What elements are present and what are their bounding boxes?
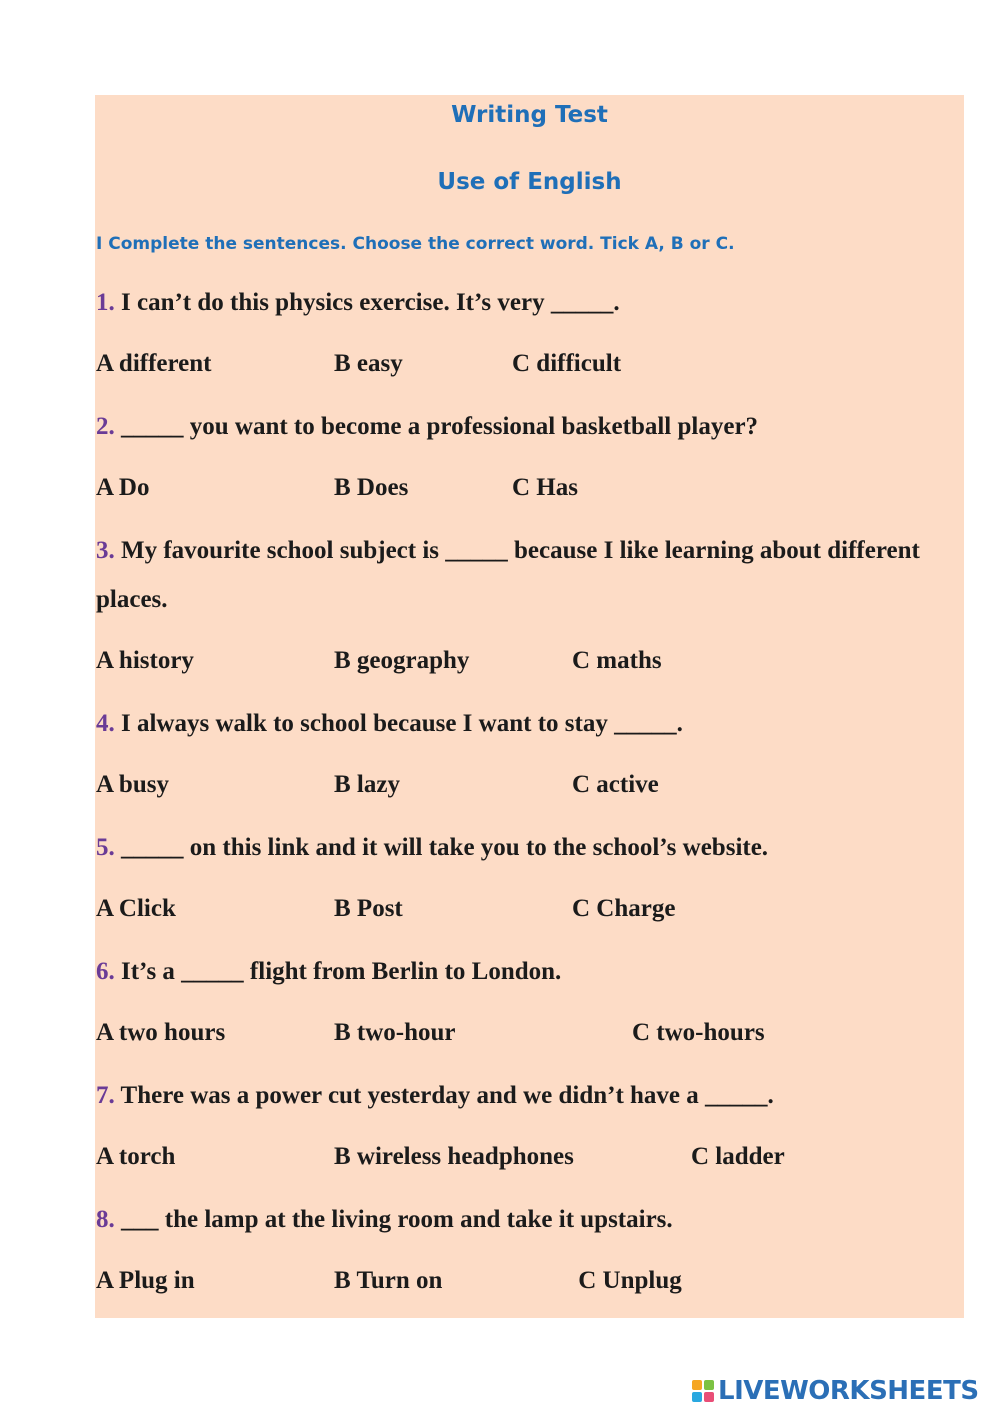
question-number: 5.	[96, 834, 115, 861]
option-a[interactable]: A torch	[96, 1143, 176, 1170]
option-c[interactable]: C maths	[572, 647, 662, 674]
option-a[interactable]: A Do	[96, 474, 150, 501]
option-b[interactable]: B two-hour	[334, 1019, 456, 1046]
option-c[interactable]: C two-hours	[632, 1019, 765, 1046]
question-number: 2.	[96, 413, 115, 440]
liveworksheets-brand	[692, 1374, 979, 1408]
option-a[interactable]: A different	[96, 350, 212, 377]
question-text: _____ on this link and it will take you to the school’s website.	[114, 834, 769, 861]
page-subtitle: Use of English	[437, 169, 622, 195]
question-text: I can’t do this physics exercise. It’s very _____.	[114, 289, 620, 316]
option-c[interactable]: C ladder	[691, 1143, 785, 1170]
option-b[interactable]: B wireless headphones	[334, 1143, 574, 1170]
question-number: 8.	[96, 1206, 115, 1233]
question-4	[96, 699, 936, 748]
option-a[interactable]: A busy	[96, 771, 169, 798]
option-a[interactable]: A Click	[96, 895, 176, 922]
page-title: Writing Test	[451, 102, 608, 128]
question-text: ___ the lamp at the living room and take it upstairs.	[114, 1206, 673, 1233]
option-b[interactable]: B geography	[334, 647, 470, 674]
option-b[interactable]: B easy	[334, 350, 403, 377]
liveworksheets-logo-icon	[692, 1380, 714, 1402]
question-7	[96, 1071, 936, 1120]
question-text: _____ you want to become a professional basketball player?	[114, 413, 759, 440]
question-number: 7.	[96, 1082, 115, 1109]
question-6	[96, 947, 936, 996]
option-c[interactable]: C Unplug	[572, 1267, 682, 1294]
question-3	[96, 526, 936, 624]
option-c[interactable]: C active	[572, 771, 659, 798]
question-number: 1.	[96, 289, 115, 316]
question-text: It’s a _____ flight from Berlin to London.	[114, 958, 562, 985]
option-c[interactable]: C difficult	[512, 350, 622, 377]
option-b[interactable]: B Turn on	[334, 1267, 443, 1294]
question-text: I always walk to school because I want to stay _____.	[114, 710, 683, 737]
option-c[interactable]: C Charge	[572, 895, 676, 922]
brand-name: LIVEWORKSHEETS	[718, 1376, 979, 1406]
question-text: There was a power cut yesterday and we didn’t have a _____.	[114, 1082, 774, 1109]
question-number: 4.	[96, 710, 115, 737]
option-a[interactable]: A history	[96, 647, 194, 674]
option-a[interactable]: A Plug in	[96, 1267, 195, 1294]
option-a[interactable]: A two hours	[96, 1019, 226, 1046]
option-c[interactable]: C Has	[512, 474, 578, 501]
option-b[interactable]: B lazy	[334, 771, 400, 798]
question-5	[96, 823, 936, 872]
question-8	[96, 1195, 936, 1244]
question-text: My favourite school subject is _____ because I like learning about different places.	[96, 537, 920, 613]
question-number: 6.	[96, 958, 115, 985]
option-b[interactable]: B Does	[334, 474, 409, 501]
question-2	[96, 402, 936, 451]
instruction-text: I Complete the sentences. Choose the correct word. Tick A, B or C.	[96, 234, 735, 254]
question-1	[96, 278, 936, 327]
question-number: 3.	[96, 537, 115, 564]
option-b[interactable]: B Post	[334, 895, 403, 922]
worksheet-panel	[95, 95, 964, 1318]
